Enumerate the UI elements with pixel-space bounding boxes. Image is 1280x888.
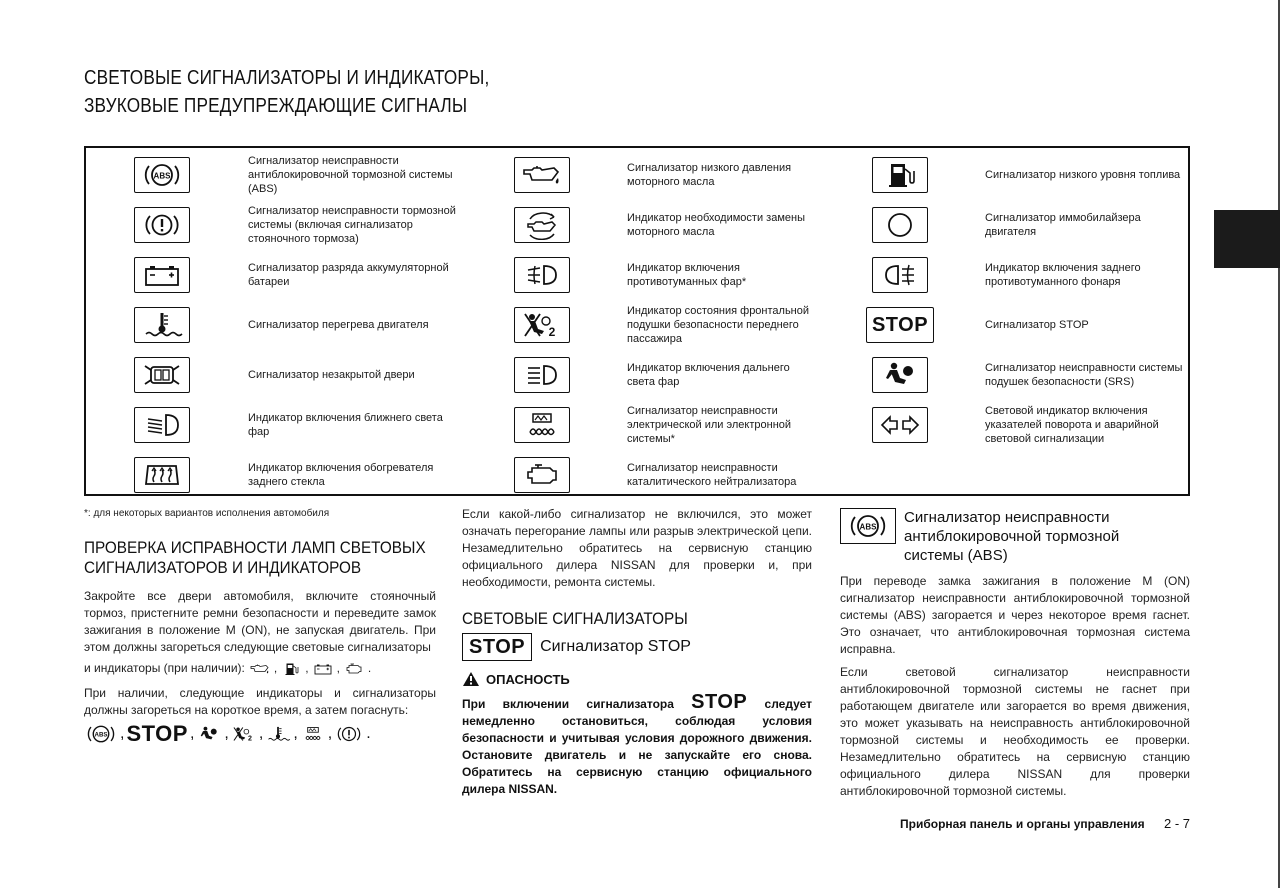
indicator-description-line: Сигнализатор неисправности	[627, 462, 778, 474]
indicator-description-line: (ABS)	[248, 183, 278, 195]
indicator-description	[985, 350, 1215, 400]
brake-warning-icon-box	[134, 207, 190, 243]
section-tab-marker	[1214, 210, 1280, 268]
warning-header	[462, 671, 812, 687]
battery-icon	[312, 661, 334, 677]
indicator-description	[985, 300, 1215, 350]
indicator-description-line: системы (включая сигнализатор	[248, 219, 413, 231]
indicator-description-lines	[627, 404, 791, 446]
srs-airbag-icon-box	[872, 357, 928, 393]
indicator-description	[248, 300, 478, 350]
indicator-description-lines	[627, 361, 790, 389]
warning-stop-label: STOP	[691, 691, 748, 713]
indicator-description-line: Индикатор включения дальнего	[627, 362, 790, 374]
indicator-description-lines	[248, 461, 433, 489]
indicator-description-lines	[248, 411, 443, 439]
indicator-description-line: Сигнализатор неисправности	[627, 405, 778, 417]
indicator-description-line: Индикатор состояния фронтальной	[627, 305, 810, 317]
indicator-description	[627, 300, 857, 350]
indicator-description-lines	[248, 261, 449, 289]
stop-icon: STOP	[462, 633, 532, 661]
indicator-description-lines	[985, 211, 1141, 239]
indicator-description-line: света фар	[627, 376, 680, 388]
indicator-description-line: каталитического нейтрализатора	[627, 476, 797, 488]
indicator-description	[248, 250, 478, 300]
low-beam-icon-box	[134, 407, 190, 443]
immobilizer-icon-box	[872, 207, 928, 243]
abs-para1: При переводе замка зажигания в положение M (ON) сигнализатор неисправности антиблокировочной тормозной системы (ABS) загорается и через некоторое время гаснет. Это означает, что антиблокировочная тормозная система исправна.	[840, 574, 1190, 656]
abs-warning-icon	[140, 160, 184, 190]
rear-defroster-icon	[140, 460, 184, 490]
battery-icon-box	[134, 257, 190, 293]
passenger-airbag-icon-box	[514, 307, 570, 343]
indicator-description	[985, 150, 1215, 200]
brief-check-icons: , STOP , , , , , .	[84, 721, 436, 747]
indicator-description-line: Сигнализатор низкого давления	[627, 162, 792, 174]
indicator-description	[248, 200, 478, 250]
indicator-description	[248, 400, 478, 450]
catalyst-icon	[520, 460, 564, 490]
stop-inline-label: STOP	[126, 721, 188, 746]
abs-heading-line2: антиблокировочной тормозной	[904, 528, 1120, 545]
abs-warning-icon-box	[134, 157, 190, 193]
indicator-description-line: антиблокировочной тормозной системы	[248, 169, 453, 181]
brake-warning-icon	[140, 210, 184, 240]
indicator-description-lines	[985, 261, 1141, 289]
indicator-description	[248, 450, 478, 500]
catalyst-icon-box	[514, 457, 570, 493]
front-fog-icon	[520, 260, 564, 290]
indicator-description-line: моторного масла	[627, 176, 715, 188]
catalyst-icon	[343, 661, 365, 677]
indicator-description-line: Индикатор необходимости замены	[627, 212, 805, 224]
warning-label: ОПАСНОСТЬ	[486, 671, 570, 687]
indicator-description-line: моторного масла	[627, 226, 715, 238]
abs-heading-line1: Сигнализатор неисправности	[904, 509, 1110, 526]
indicator-description	[627, 200, 857, 250]
indicator-description-lines	[248, 368, 415, 382]
abs-section-header	[840, 508, 1190, 565]
indicator-description-lines	[248, 318, 429, 332]
page-number: 2 - 7	[1164, 816, 1191, 831]
srs-airbag-icon	[196, 724, 222, 744]
high-beam-icon	[520, 360, 564, 390]
indicator-description-lines	[985, 361, 1182, 389]
abs-section-heading	[904, 508, 1119, 565]
footnote: *: для некоторых вариантов исполнения автомобиля	[84, 508, 330, 519]
stop-signal-title: Сигнализатор STOP	[540, 638, 691, 655]
indicator-description-line: фар	[248, 426, 270, 438]
brake-warning-icon	[334, 723, 364, 745]
indicator-description-line: Сигнализатор иммобилайзера	[985, 212, 1141, 224]
abs-warning-icon-box	[840, 508, 896, 544]
abs-para2: Если световой сигнализатор неисправности антиблокировочной тормозной системы не гаснет при работающем двигателе или загорается во время движения, это может указывать на неисправность антиблокировочной тормозной системы и необходимость ее проверки. Незамедлительно обратитесь на сервисную станцию официального дилера NISSAN для проверки антиблокировочной тормозной системы.	[840, 665, 1190, 798]
indicator-description-line: Индикатор включения	[627, 262, 740, 274]
indicator-description	[985, 400, 1215, 450]
indicator-description	[627, 450, 857, 500]
indicator-description	[985, 250, 1215, 300]
stop-icon: STOP	[871, 313, 929, 336]
indicator-description-lines	[627, 304, 809, 346]
electrical-fault-icon	[520, 410, 564, 440]
indicator-description-line: Сигнализатор низкого уровня топлива	[985, 169, 1181, 181]
indicator-description-line: Сигнализатор незакрытой двери	[248, 369, 415, 381]
indicator-description-line: Сигнализатор STOP	[985, 319, 1089, 331]
indicator-description-line: противотуманных фар*	[627, 276, 747, 288]
indicator-description-line: Сигнализатор перегрева двигателя	[248, 319, 429, 331]
indicator-description-line: стояночного тормоза)	[248, 233, 359, 245]
left-section-para1-tail-text: и индикаторы (при наличии):	[84, 661, 245, 675]
fuel-low-icon-box	[872, 157, 928, 193]
footer-section-name: Приборная панель и органы управления	[900, 817, 1145, 831]
page-title-line1: СВЕТОВЫЕ СИГНАЛИЗАТОРЫ И ИНДИКАТОРЫ,	[84, 67, 490, 89]
abs-warning-icon	[84, 722, 118, 746]
left-section-para1: Закройте все двери автомобиля, включите стояночный тормоз, пристегните ремни безопасности и переведите замок зажигания в положение M (ON), не запуская двигатель. При этом должны загореться следующие световые сигнализаторы	[84, 589, 436, 654]
left-section-heading-line2: СИГНАЛИЗАТОРОВ И ИНДИКАТОРОВ	[84, 558, 362, 577]
indicator-description-line: Сигнализатор неисправности тормозной	[248, 205, 456, 217]
srs-airbag-icon	[878, 360, 922, 390]
page-title	[84, 64, 703, 120]
battery-icon	[140, 260, 184, 290]
right-section	[840, 508, 1190, 800]
indicator-description-line: подушки безопасности переднего	[627, 319, 799, 331]
rear-fog-icon-box	[872, 257, 928, 293]
indicator-description-lines	[627, 461, 796, 489]
warning-text-post: следует немедленно остановиться, соблюдая условия безопасности и учитывая условия дорожного движения. Остановите двигатель и не запускайте его снова. Обратитесь на сервисную станцию официального дилера NISSAN.	[462, 697, 812, 796]
coolant-temperature-icon	[265, 724, 291, 744]
indicator-description-line: батареи	[248, 276, 290, 288]
warning-text	[462, 691, 812, 798]
indicator-description-line: системы*	[627, 433, 675, 445]
warning-triangle-icon	[462, 671, 480, 687]
coolant-temperature-icon	[140, 310, 184, 340]
left-section	[84, 538, 436, 747]
indicator-table	[84, 146, 1190, 496]
indicator-description-line: двигателя	[985, 226, 1037, 238]
indicator-description-line: заднего стекла	[248, 476, 325, 488]
abs-heading-line3: системы (ABS)	[904, 547, 1008, 564]
stop-signal-title-row	[462, 633, 812, 661]
electrical-fault-icon	[300, 724, 326, 744]
rear-fog-icon	[878, 260, 922, 290]
indicator-description	[627, 250, 857, 300]
door-open-icon-box	[134, 357, 190, 393]
oil-pressure-icon	[249, 661, 271, 677]
indicator-description	[627, 350, 857, 400]
front-fog-icon-box	[514, 257, 570, 293]
warning-text-pre: При включении сигнализатора	[462, 697, 674, 711]
electrical-fault-icon-box	[514, 407, 570, 443]
indicator-description-line: Индикатор включения обогревателя	[248, 462, 434, 474]
passenger-airbag-icon	[231, 724, 257, 744]
indicator-description-lines	[985, 168, 1180, 182]
indicator-description-lines	[627, 161, 791, 189]
indicator-description-line: Световой индикатор включения	[985, 405, 1148, 417]
low-beam-icon	[140, 410, 184, 440]
indicator-description-line: Индикатор включения заднего	[985, 262, 1141, 274]
middle-section-heading: СВЕТОВЫЕ СИГНАЛИЗАТОРЫ	[462, 609, 688, 628]
middle-section-para: Если какой-либо сигнализатор не включился, это может означать перегорание лампы или разрыв электрической цепи. Незамедлительно обратитесь на сервисную станцию официального дилера NISSAN для проверки и, при необходимости, ремонта системы.	[462, 507, 812, 589]
stop-icon-box	[866, 307, 934, 343]
oil-pressure-icon-box	[514, 157, 570, 193]
indicator-description	[248, 150, 478, 200]
left-section-para2: При наличии, следующие индикаторы и сигнализаторы должны загореться на короткое время, а затем погаснуть:	[84, 686, 436, 717]
fuel-low-icon	[878, 160, 922, 190]
middle-section	[462, 506, 812, 798]
indicator-description-line: световой сигнализации	[985, 433, 1105, 445]
oil-pressure-icon	[520, 160, 564, 190]
indicator-description-lines	[627, 261, 746, 289]
immobilizer-icon	[878, 210, 922, 240]
indicator-description-lines	[248, 204, 456, 246]
left-section-para1-tail	[84, 660, 436, 677]
abs-warning-icon	[846, 511, 890, 541]
passenger-airbag-icon	[520, 310, 564, 340]
indicator-description-line: подушек безопасности (SRS)	[985, 376, 1135, 388]
indicator-description	[248, 350, 478, 400]
oil-change-icon-box	[514, 207, 570, 243]
turn-hazard-icon	[878, 410, 922, 440]
page-title-line2: ЗВУКОВЫЕ ПРЕДУПРЕЖДАЮЩИЕ СИГНАЛЫ	[84, 95, 468, 117]
indicator-description-lines	[248, 154, 453, 196]
indicator-description-line: указателей поворота и аварийной	[985, 419, 1159, 431]
indicator-description-line: Сигнализатор неисправности	[248, 155, 399, 167]
indicator-description-lines	[985, 318, 1089, 332]
indicator-description-lines	[985, 404, 1159, 446]
indicator-description-lines	[627, 211, 805, 239]
indicator-description-line: электрической или электронной	[627, 419, 792, 431]
indicator-description	[627, 400, 857, 450]
coolant-temperature-icon-box	[134, 307, 190, 343]
left-section-heading-line1: ПРОВЕРКА ИСПРАВНОСТИ ЛАМП СВЕТОВЫХ	[84, 538, 426, 557]
indicator-description	[627, 150, 857, 200]
door-open-icon	[140, 360, 184, 390]
indicator-description-line: Сигнализатор неисправности системы	[985, 362, 1183, 374]
oil-change-icon	[520, 210, 564, 240]
indicator-description-line: пассажира	[627, 333, 682, 345]
indicator-description-line: противотуманного фонаря	[985, 276, 1121, 288]
fuel-low-icon	[280, 661, 302, 677]
indicator-description-line: Индикатор включения ближнего света	[248, 412, 443, 424]
turn-hazard-icon-box	[872, 407, 928, 443]
high-beam-icon-box	[514, 357, 570, 393]
initial-check-icons: , , , .	[249, 660, 371, 677]
rear-defroster-icon-box	[134, 457, 190, 493]
indicator-description-line: Сигнализатор разряда аккумуляторной	[248, 262, 449, 274]
indicator-description	[985, 200, 1215, 250]
